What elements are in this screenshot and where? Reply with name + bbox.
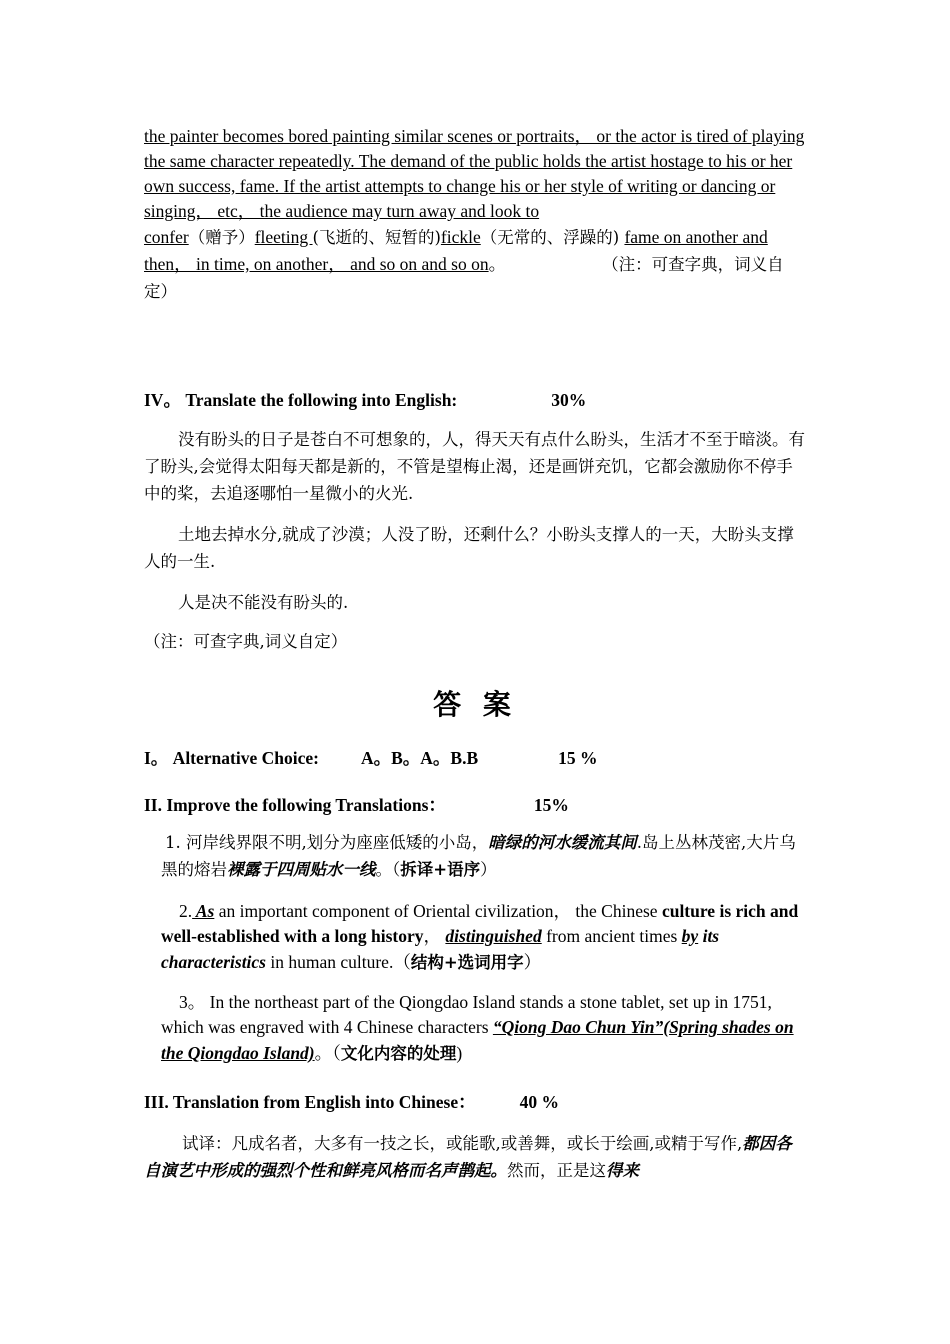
passage-paragraph <box>144 124 806 305</box>
answer-ii-3-characters: “Qiong Dao Chun Yin”(Spring shades on the Qiongdao Island) <box>161 1017 794 1063</box>
answer-ii-1-paren-open: 。（ <box>375 860 401 879</box>
answer-ii-2-text-2: from ancient times <box>541 926 682 946</box>
answer-ii-1-emphasis-2: 裸露于四周贴水一线 <box>227 860 376 879</box>
answer-ii-heading <box>144 792 806 817</box>
answer-iii-score: 40 % <box>519 1092 559 1112</box>
answer-ii-3-paren-close: ) <box>456 1043 463 1063</box>
answer-ii-score: 15% <box>533 795 569 815</box>
answer-ii-2-by: by <box>681 926 699 946</box>
answer-i-heading <box>144 745 806 770</box>
answer-iii-text: 试译：凡成名者，大多有一技之长，或能歌,或善舞，或长于绘画,或精于写作, <box>182 1134 743 1153</box>
answer-ii-2-comma: ， <box>423 926 446 946</box>
passage-note: （注：可查字典，词义自定） <box>144 255 784 301</box>
passage-period: 。 <box>488 254 507 274</box>
word-fickle: fickle <box>440 227 481 247</box>
document-page <box>144 124 806 1184</box>
answer-ii-2-text: an important component of Oriental civilization， the Chinese <box>214 901 662 921</box>
answer-i-title: I。 Alternative Choice: <box>144 748 319 768</box>
answer-ii-2-distinguished: distinguished <box>445 926 542 946</box>
gloss-confer: （赠予） <box>188 228 255 247</box>
answers-title: 答 案 <box>433 688 517 721</box>
answer-ii-item-1 <box>161 829 806 883</box>
answer-i-score: 15 % <box>558 748 598 768</box>
answer-ii-1-paren-close: ） <box>480 860 497 879</box>
section-iv-score: 30% <box>551 390 587 410</box>
answer-iii-text-2: 然而，正是这 <box>507 1161 606 1180</box>
answer-iii-paragraph <box>144 1130 806 1184</box>
gloss-fickle: （无常的、浮躁的) <box>480 228 625 247</box>
answer-ii-1-text: 1. 河岸线界限不明,划分为座座低矮的小岛， <box>165 833 489 852</box>
answer-iii-emphasis: 都因各自演艺中形成的强烈个性和鲜亮风格而名声鹊起。 <box>144 1134 792 1180</box>
passage-ending: fame on another and then， in time, on another， and so on and so on <box>144 227 768 274</box>
section-iv-title: IV。 Translate the following into English: <box>144 390 458 410</box>
answer-ii-3-paren-open: 。（ <box>314 1043 341 1063</box>
gloss-fleeting: (飞逝的、短暂的) <box>312 228 441 247</box>
answer-ii-item-2 <box>161 899 806 976</box>
answer-ii-2-paren-close: ） <box>523 952 542 972</box>
section-iv-paragraph-3: 人是决不能没有盼头的. <box>178 593 349 612</box>
word-confer: confer <box>144 227 189 247</box>
answer-iii-emphasis-2: 得来 <box>606 1161 639 1180</box>
section-iv-paragraph-2: 土地去掉水分,就成了沙漠；人没了盼，还剩什么？小盼头支撑人的一天，大盼头支撑人的一生. <box>144 525 794 571</box>
answer-iii-heading <box>144 1089 806 1114</box>
answer-ii-2-text-3: in human culture.（ <box>266 952 411 972</box>
answer-iii-title: III. Translation from English into Chinese： <box>144 1092 476 1112</box>
answer-ii-2-number: 2. <box>179 901 193 921</box>
answer-ii-3-text: 3。 In the northeast part of the Qiongdao Island stands a stone tablet, set up in 1751, which was engraved with 4 Chinese characters <box>161 992 772 1037</box>
word-fleeting: fleeting <box>254 227 313 247</box>
answer-ii-title: II. Improve the following Translations： <box>144 795 446 815</box>
section-iv-heading <box>144 387 806 412</box>
answer-ii-1-text-2: .岛上丛林茂密,大片乌黑的熔岩 <box>161 833 796 879</box>
section-iv-note: （注：可查字典,词义自定） <box>144 632 348 651</box>
passage-underlined-text: the painter becomes bored painting similar scenes or portraits， or the actor is tired of playing the same character repeatedly. The demand of the public holds the artist hostage to his or her own success, fame. If the artist attempts to change his or her style of writing or dancing or singing， etc， the audience may turn away and look to <box>144 126 805 221</box>
answer-ii-2-characteristics: its characteristics <box>161 926 720 972</box>
section-iv-paragraph-1: 没有盼头的日子是苍白不可想象的，人，得天天有点什么盼头，生活才不至于暗淡。有了盼头,会觉得太阳每天都是新的，不管是望梅止渴，还是画饼充饥，它都会激励你不停手中的桨，去追逐哪怕一星微小的火光. <box>144 430 805 503</box>
answer-i-choices: A。B。A。B.B <box>360 748 479 768</box>
answer-ii-3-method: 文化内容的处理 <box>340 1044 457 1063</box>
answer-ii-item-3 <box>161 990 806 1067</box>
answer-ii-1-emphasis: 暗绿的河水缓流其间 <box>488 833 637 852</box>
answer-ii-2-bold: culture is rich and well-established with a long history <box>161 901 799 946</box>
answer-ii-1-method: 拆译+语序 <box>400 860 481 879</box>
answer-ii-2-as: As <box>192 901 215 921</box>
answer-ii-2-method: 结构+选词用字 <box>410 953 524 972</box>
